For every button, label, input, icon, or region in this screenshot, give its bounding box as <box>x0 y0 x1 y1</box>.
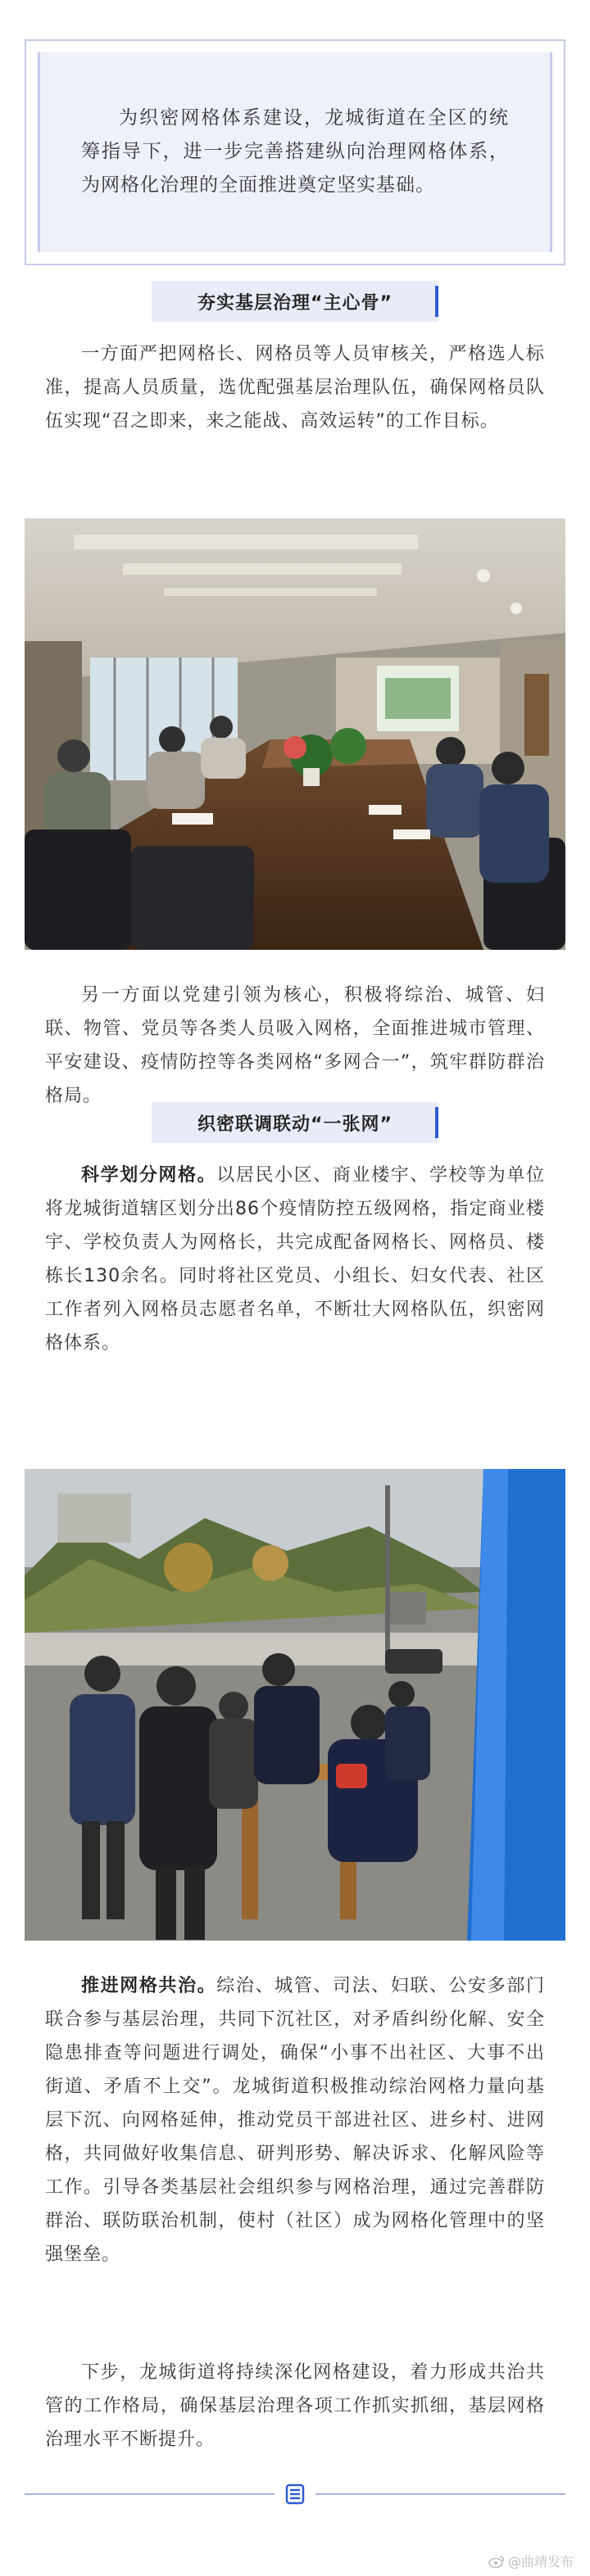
intro-text: 为织密网格体系建设，龙城街道在全区的统筹指导下，进一步完善搭建纵向治理网格体系，为网格化治理的全面推进奠定坚实基础。 <box>81 107 509 196</box>
watermark-text: @曲靖发布 <box>507 2554 574 2569</box>
intro-box <box>38 52 552 252</box>
section2-paragraph-2-body: 综治、城管、司法、妇联、公安多部门联合参与基层治理，共同下沉社区，对矛盾纠纷化解、安全隐患排查等问题进行调处，确保“小事不出社区、大事不出街道、矛盾不上交”。龙城街道积极推动综治网格力量向基层下沉、向网格延伸，推动党员干部进社区、进乡村、进网格，共同做好收集信息、研判形势、解决诉求、化解风险等工作。引导各类基层社会组织参与网格治理，通过完善群防群治、联防联治机制，使村（社区）成为网格化管理中的坚强堡垒。 <box>45 1976 545 2265</box>
watermark <box>488 2551 574 2570</box>
section-title-1-text: 夯实基层治理“主心骨” <box>197 292 393 314</box>
section-title-2-text: 织密联调联动“一张网” <box>197 1114 393 1135</box>
title-accent-bar <box>435 1107 438 1138</box>
section-title-2 <box>152 1102 438 1143</box>
section2-paragraph-3: 下步，龙城街道将持续深化网格建设，着力形成共治共管的工作格局，确保基层治理各项工作抓实抓细，基层网格治理水平不断提升。 <box>45 2362 545 2450</box>
lead-科学划分网格: 科学划分网格。 <box>81 1165 217 1186</box>
section-title-1 <box>152 281 438 322</box>
section1-paragraph-1: 一方面严把网格长、网格员等人员审核关，严格选人标准，提高人员质量，选优配强基层治理队伍，确保网格员队伍实现“召之即来，来之能战、高效运转”的工作目标。 <box>45 344 545 432</box>
section2-paragraph-1-body: 以居民小区、商业楼宇、学校等为单位将龙城街道辖区划分出86个疫情防控五级网格，指定商业楼宇、学校负责人为网格长，共完成配备网格长、网格员、楼栋长130余名。同时将社区党员、小组长、妇女代表、社区工作者列入网格员志愿者名单，不断壮大网格队伍，织密网格体系。 <box>45 1165 545 1354</box>
section2-paragraph-1 <box>45 1159 545 1360</box>
meeting-room-image <box>25 518 565 950</box>
emblem-icon <box>275 2479 315 2509</box>
photo-checkpoint <box>25 1469 565 1941</box>
photo-meeting-room <box>25 518 565 950</box>
weibo-icon <box>488 2555 505 2568</box>
checkpoint-image <box>25 1469 565 1941</box>
intro-frame <box>25 39 565 265</box>
section2-paragraph-2 <box>45 1969 545 2271</box>
section1-paragraph-2: 另一方面以党建引领为核心，积极将综治、城管、妇联、物管、党员等各类人员吸入网格，全面推进城市管理、平安建设、疫情防控等各类网格“多网合一”，筑牢群防群治格局。 <box>45 985 545 1106</box>
lead-推进网格共治: 推进网格共治。 <box>81 1976 217 1996</box>
title-accent-bar <box>435 286 438 317</box>
